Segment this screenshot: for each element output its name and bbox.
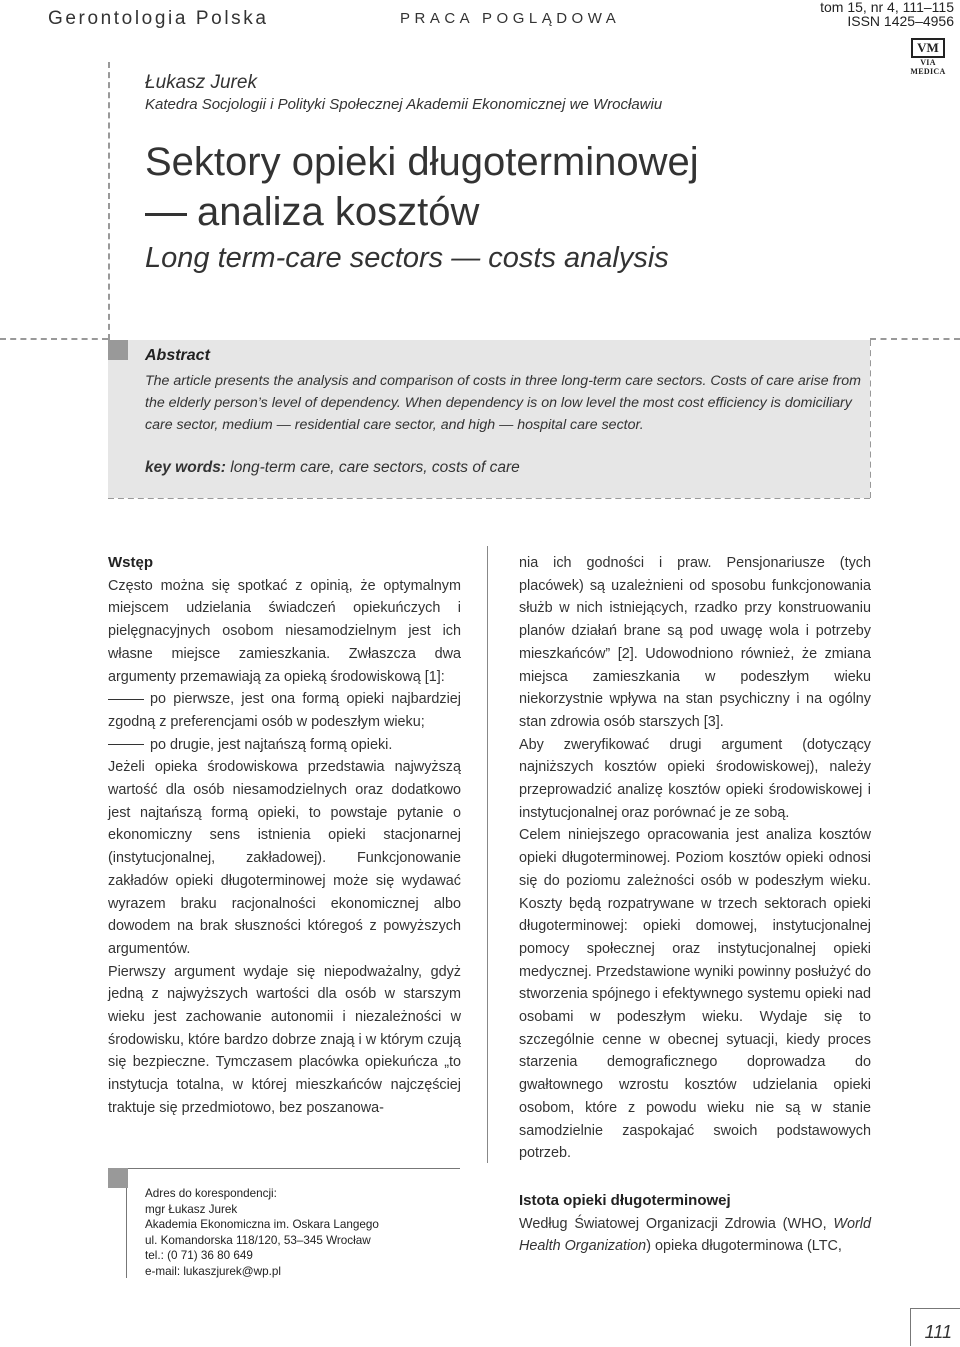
text-run-italic: World Health Organization xyxy=(519,1215,871,1255)
address-marker xyxy=(108,1168,128,1188)
paragraph: Jeżeli opieka środowiskowa przedstawia najwyższą wartość dla osób niesamodzielnych oraz dodatkowo jest najtańszą formą opieki, to powstaje pytanie o ekonomiczny sens istnienia opieki stacjonarnej (instytucjonalnej, zakładowej). Funkcjonowanie zakładów opieki długoterminowej może się wydawać wyrazem braku racjonalności ekonomicznej albo dowodem na brak słuszności któregoś z powyższych argumentów. xyxy=(108,759,461,957)
list-dash xyxy=(108,744,144,745)
correspondence-address xyxy=(145,1186,379,1280)
list-item-text: po pierwsze, jest ona formą opieki najbardziej zgodną z preferencjami osób w podeszłym wieku; xyxy=(108,691,461,730)
address-line: ul. Komandorska 118/120, 53–345 Wrocław xyxy=(145,1233,371,1247)
column-separator xyxy=(487,546,488,1163)
address-line: e-mail: lukaszjurek@wp.pl xyxy=(145,1264,281,1278)
page-number-rule-h xyxy=(910,1308,960,1309)
frame-left-dashed xyxy=(108,62,110,340)
paragraph: Pierwszy argument wydaje się niepodważalny, gdyż jedną z najwyższych wartości dla osób w starszym wieku jest zachowanie autonomii i niezależności w środowisku, które bardzo dobrze znają i w którym czują się bezpieczne. Tymczasem placówka opiekuńcza „to instytucja totalna, w której mieszkańców najczęściej traktuje się przedmiotowo, bez poszanowa- xyxy=(108,963,461,1116)
paragraph: Często można się spotkać z opinią, że optymalnym miejscem udzielania świadczeń opiekuńczych i pielęgnacyjnych osobom niesamodzielnym jest ich własne miejsce zamieszkania. Zwłaszcza dwa argumenty przemawiają za opieką środowiskową [1]: xyxy=(108,577,461,685)
address-line: tel.: (0 71) 36 80 649 xyxy=(145,1249,253,1263)
issn-line: ISSN 1425–4956 xyxy=(847,13,954,29)
author-affiliation: Katedra Socjologii i Polityki Społecznej Akademii Ekonomicznej we Wrocławiu xyxy=(145,96,663,113)
paragraph: Celem niniejszego opracowania jest analiza kosztów opieki długoterminowej. Poziom kosztów opieki odnosi się do poziomu zależności osób w podeszłym wieku. Koszty będą rozpatrywane w trzech sektorach opieki długoterminowej: opieki domowej, instytucjonalnej pomocy społecznej oraz instytucjonalnej opieki medycznej. Przedstawione wyniki powinny posłużyć do stworzenia spójnego i efektywnego systemu opieki nad osobami w podeszłym wieku. Wydaje się to szczególnie cenne w obecnej sytuacji, kiedy proces starzenia demograficznego doprowadza do gwałtownego wzrostu kosztów udzielania opieki osobom, które z powodu wieku nie są w stanie samodzielnie zaspokajać swoich podstawowych potrzeb. xyxy=(519,827,871,1162)
keywords-label: key words: xyxy=(145,459,226,476)
column-right xyxy=(519,552,871,1165)
column-left xyxy=(108,552,461,1120)
title-dash xyxy=(145,213,187,216)
paragraph: Aby zweryfikować drugi argument (dotyczący najniższych kosztów opieki środowiskowej), należy przeprowadzić analizę kosztów opieki środowiskowej i instytucjonalnej oraz porównać je ze sobą. xyxy=(519,736,871,821)
paper-type: PRACA POGLĄDOWA xyxy=(400,10,621,27)
text-run: ) opieka długoterminowa (LTC, xyxy=(646,1238,842,1255)
paragraph: nia ich godności i praw. Pensjonariusze (tych placówek) są uzależnieni od sposobu funkcjonowania służb w nich istniejących, rzadko przy konstruowaniu planów działań brane są pod uwagę wola i potrzeby mieszkańców” [2]. Udowodniono również, że zmiana miejsca zamieszkania w podeszłym wieku niekorzystnie wpływa na stan psychiczny i na ogólny stan zdrowia osób starszych [3]. xyxy=(519,555,871,730)
address-line: Adres do korespondencji: xyxy=(145,1187,277,1200)
logo-text: VIA MEDICA xyxy=(910,58,946,76)
paragraph xyxy=(519,1213,871,1258)
address-rule-top xyxy=(126,1168,460,1169)
article-title-line2 xyxy=(145,188,479,236)
keywords xyxy=(145,459,520,477)
article-subtitle: Long term-care sectors — costs analysis xyxy=(145,242,669,274)
section-heading-ltc: Istota opieki długoterminowej xyxy=(519,1192,731,1209)
address-line: Akademia Ekonomiczna im. Oskara Langego xyxy=(145,1218,379,1232)
address-line: mgr Łukasz Jurek xyxy=(145,1202,238,1216)
volume-info xyxy=(820,0,954,28)
list-dash xyxy=(108,699,144,700)
volume-line: tom 15, nr 4, 111–115 xyxy=(820,0,954,15)
list-item xyxy=(108,688,461,733)
abstract-text: The article presents the analysis and comparison of costs in three long-term care sectors. Costs of care arise from the elderly person’s level of dependency. When dependency is on low level the most cost efficiency is domiciliary care sector, medium — residential care sector, and high — hospital care sector. xyxy=(145,373,861,433)
article-title-line1: Sektory opieki długoterminowej xyxy=(145,140,699,184)
via-medica-logo xyxy=(902,38,954,76)
article-title-line2-text: analiza kosztów xyxy=(197,190,480,234)
frame-top-left-dashed xyxy=(0,338,108,340)
logo-mark: VM xyxy=(911,38,945,58)
column-right-section xyxy=(519,1190,871,1258)
page-number-rule-v xyxy=(910,1308,911,1346)
frame-top-right-dashed xyxy=(870,338,960,340)
author-name: Łukasz Jurek xyxy=(145,72,257,93)
section-heading-intro: Wstęp xyxy=(108,554,153,571)
list-item xyxy=(108,734,461,757)
page-number: 111 xyxy=(924,1322,952,1342)
text-run: Według Światowej Organizacji Zdrowia (WHO, xyxy=(519,1215,834,1232)
list-item-text: po drugie, jest najtańszą formą opieki. xyxy=(150,736,393,753)
keywords-list: long-term care, care sectors, costs of care xyxy=(230,459,520,476)
journal-title: Gerontologia Polska xyxy=(48,8,269,29)
abstract-marker xyxy=(108,340,128,360)
abstract-heading: Abstract xyxy=(145,347,210,364)
